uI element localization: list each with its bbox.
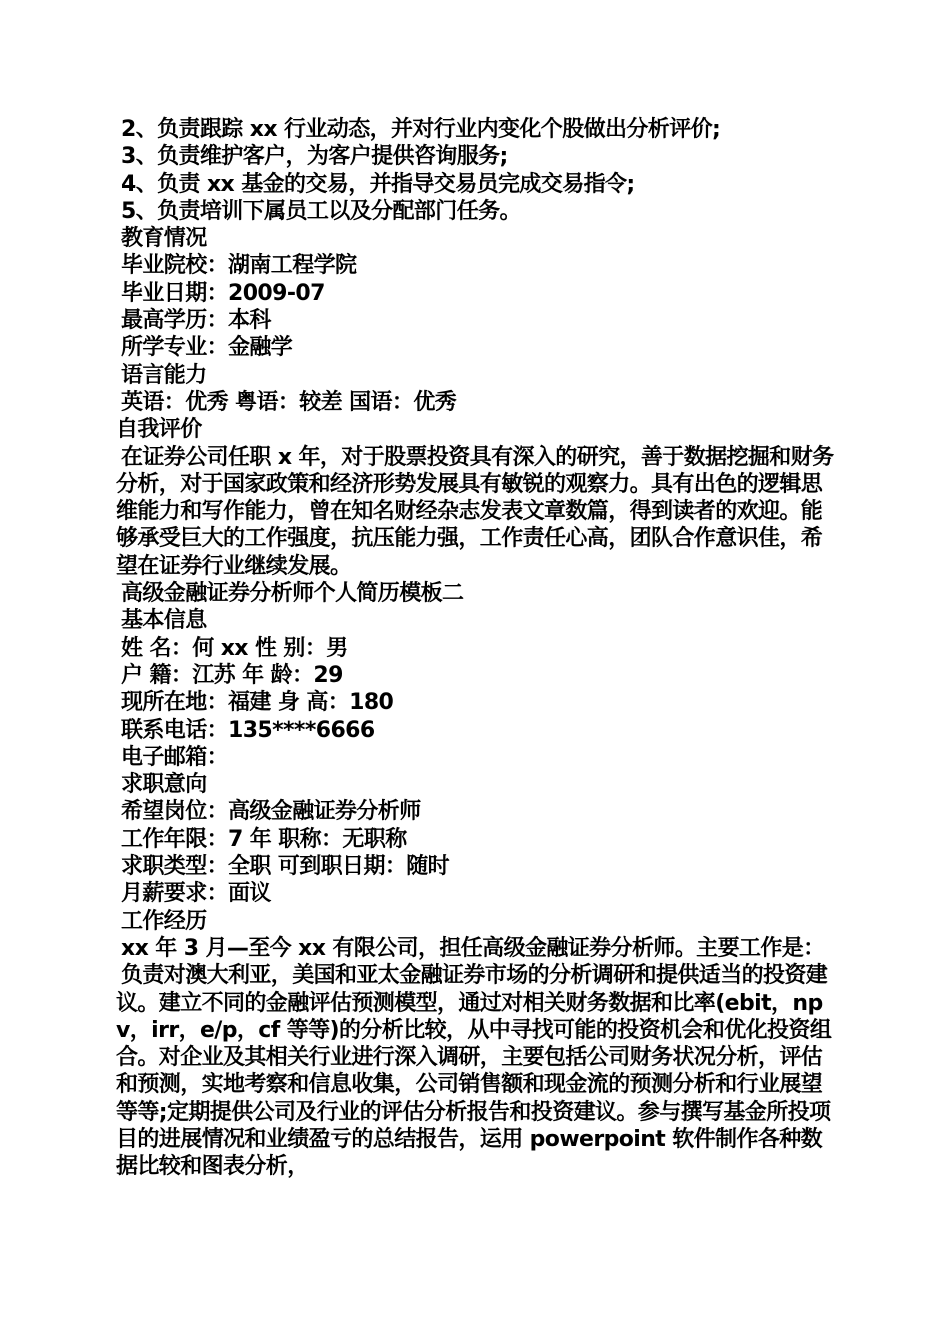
hometown-age: 户 籍：江苏 年 龄：29 (121, 662, 343, 688)
template-title: 高级金融证券分析师个人简历模板二 (121, 581, 464, 607)
work-years-title: 工作年限：7 年 职称：无职称 (121, 826, 407, 852)
graduation-school: 毕业院校：湖南工程学院 (121, 253, 357, 279)
duty-item-4: 4、负责 xx 基金的交易，并指导交易员完成交易指令; (121, 171, 635, 197)
name-gender: 姓 名：何 xx 性 别：男 (121, 635, 348, 661)
location-height: 现所在地：福建 身 高：180 (121, 690, 394, 716)
work-experience-intro: xx 年 3 月—至今 xx 有限公司，担任高级金融证券分析师。主要工作是： (121, 935, 825, 961)
language-levels: 英语：优秀 粤语：较差 国语：优秀 (121, 389, 457, 415)
duty-item-5: 5、负责培训下属员工以及分配部门任务。 (121, 198, 521, 224)
graduation-date: 毕业日期：2009-07 (121, 280, 325, 306)
work-experience-heading: 工作经历 (121, 908, 207, 934)
email: 电子邮箱： (121, 744, 229, 770)
self-evaluation-heading: 自我评价 (116, 417, 202, 443)
work-experience-detail: 负责对澳大利亚，美国和亚太金融证券市场的分析调研和提供适当的投资建议。建立不同的金融评估预测模型，通过对相关财务数据和比率(ebit，npv，irr，e/p，cf 等等)的分析比较，从中寻找可能的投资机会和优化投资组合。对企业及其相关行业进行深入调研，主要包括公司财务状况分析，评估和预测，实地考察和信息收集，公司销售额和现金流的预测分析和行业展望等等;定期提供公司及行业的评估分析报告和投资建议。参与撰写基金所投项目的进展情况和业绩盈亏的总结报告，运用 powerpoint 软件制作各种数据比较和图表分析， (116, 963, 832, 1180)
duty-item-2: 2、负责跟踪 xx 行业动态，并对行业内变化个股做出分析评价; (121, 117, 721, 142)
highest-degree: 最高学历：本科 (121, 308, 271, 334)
resume-content (116, 116, 840, 1181)
salary-requirement: 月薪要求：面议 (121, 881, 271, 907)
phone-number: 联系电话：135****6666 (121, 717, 375, 743)
desired-position: 希望岗位：高级金融证券分析师 (121, 799, 421, 825)
education-heading: 教育情况 (121, 226, 207, 252)
major: 所学专业：金融学 (121, 335, 293, 361)
self-evaluation-text: 在证券公司任职 x 年，对于股票投资具有深入的研究，善于数据挖掘和财务分析，对于国家政策和经济形势发展具有敏锐的观察力。具有出色的逻辑思维能力和写作能力，曾在知名财经杂志发表文章数篇，得到读者的欢迎。能够承受巨大的工作强度，抗压能力强，工作责任心高，团队合作意识佳，希望在证券行业继续发展。 (116, 444, 834, 579)
basic-info-heading: 基本信息 (121, 608, 207, 634)
language-heading: 语言能力 (121, 362, 207, 388)
duty-item-3: 3、负责维护客户，为客户提供咨询服务; (121, 144, 508, 170)
job-intent-heading: 求职意向 (121, 772, 207, 798)
job-type-start-date: 求职类型：全职 可到职日期：随时 (121, 854, 450, 880)
